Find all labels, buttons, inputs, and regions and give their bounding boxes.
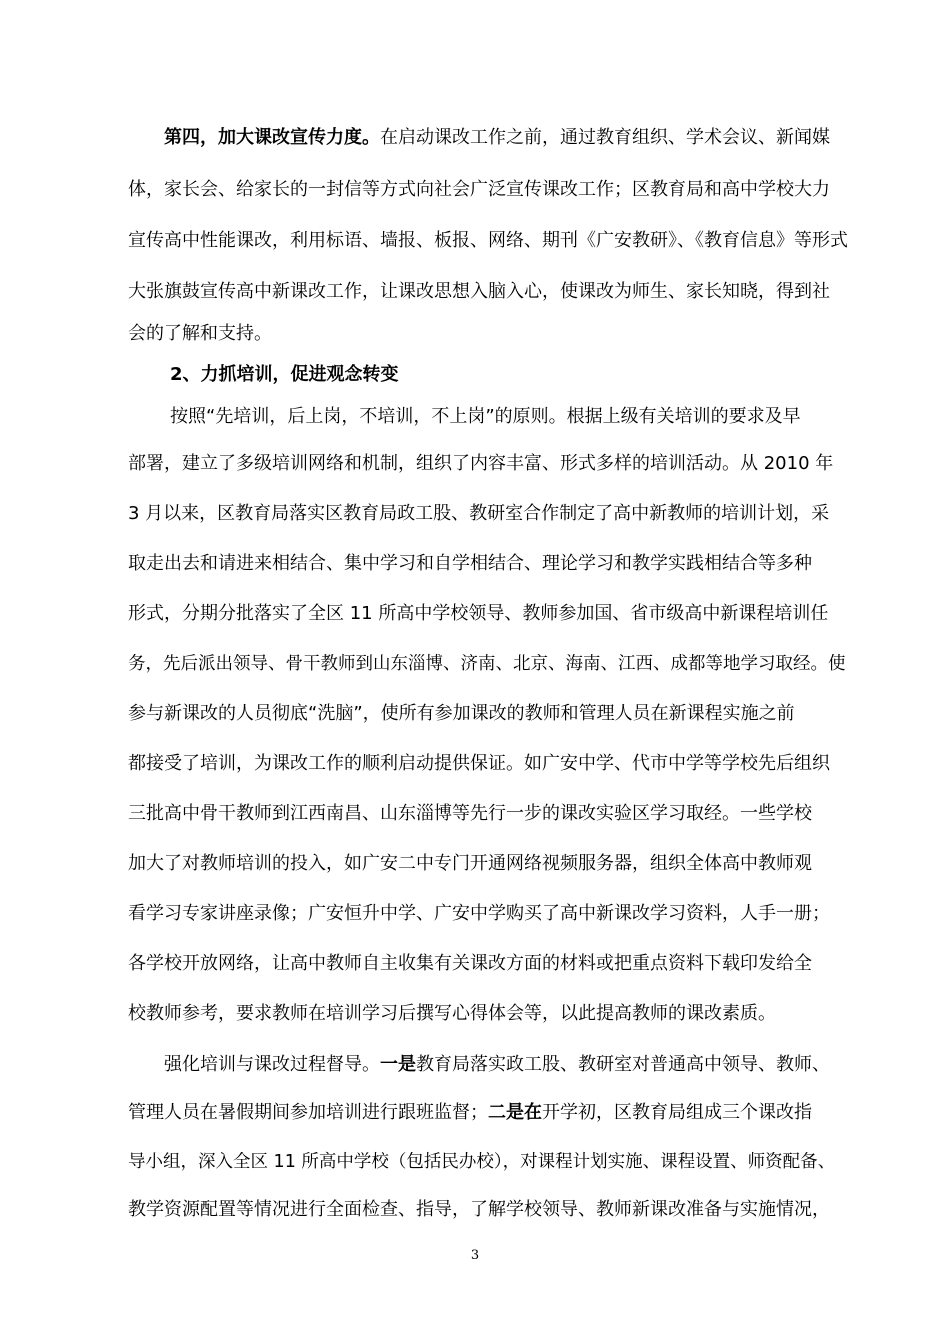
line-text: 教学资源配置等情况进行全面检查、指导，了解学校领导、教师新课改准备与实施情况， [128, 1199, 830, 1220]
line-text: 按照“先培训，后上岗，不培训，不上岗”的原则。根据上级有关培训的要求及早 [170, 406, 801, 427]
paragraph-3-line-3 [128, 1150, 852, 1176]
line-text: 大张旗鼓宣传高中新课改工作，让课改思想入脑入心，使课改为师生、家长知晓，得到社 [128, 281, 830, 302]
line-text: 务，先后派出领导、骨干教师到山东淄博、济南、北京、海南、江西、成都等地学习取经。使 [128, 654, 846, 674]
line-text: 校教师参考，要求教师在培训学习后撰写心得体会等，以此提高教师的课改素质。 [128, 1003, 776, 1024]
page-number: 3 [470, 1248, 480, 1263]
paragraph-2-line-2 [128, 452, 852, 478]
section-heading [170, 363, 770, 389]
paragraph-2-line-4 [128, 552, 852, 578]
paragraph-1-line-4 [128, 280, 852, 306]
paragraph-2-line-10 [128, 852, 852, 878]
line-text: 在启动课改工作之前，通过教育组织、学术会议、新闻媒 [380, 127, 830, 148]
line-text: 看学习专家讲座录像；广安恒升中学、广安中学购买了高中新课改学习资料，人手一册； [128, 903, 830, 924]
line-text: 3 月以来，区教育局落实区教育局政工股、教研室合作制定了高中新教师的培训计划，采 [128, 503, 830, 524]
paragraph-2-line-12 [128, 952, 852, 978]
line-text: 三批高中骨干教师到江西南昌、山东淄博等先行一步的课改实验区学习取经。一些学校 [128, 803, 812, 824]
paragraph-1-line-1 [164, 126, 852, 152]
line-text: 导小组，深入全区 11 所高中学校（包括民办校），对课程计划实施、课程设置、师资配备、 [128, 1152, 836, 1172]
line-text: 宣传高中性能课改，利用标语、墙报、板报、网络、期刊《广安教研》、《教育信息》等形式 [128, 230, 848, 251]
line-text: 管理人员在暑假期间参加培训进行跟班监督； [128, 1102, 488, 1123]
paragraph-3-line-1 [164, 1053, 852, 1079]
paragraph-2-line-7 [128, 702, 852, 728]
line-text: 体，家长会、给家长的一封信等方式向社会广泛宣传课改工作；区教育局和高中学校大力 [128, 179, 830, 200]
heading-text: 2、力抓培训，促进观念转变 [170, 364, 399, 385]
line-text: 加大了对教师培训的投入，如广安二中专门开通网络视频服务器，组织全体高中教师观 [128, 853, 812, 874]
paragraph-3-line-2 [128, 1101, 852, 1127]
paragraph-2-line-1 [170, 405, 852, 431]
line-text: 都接受了培训，为课改工作的顺利启动提供保证。如广安中学、代市中学等学校先后组织 [128, 753, 830, 774]
paragraph-2-line-9 [128, 802, 852, 828]
line-text: 会的了解和支持。 [128, 323, 272, 344]
line-text: 取走出去和请进来相结合、集中学习和自学相结合、理论学习和教学实践相结合等多种 [128, 553, 812, 574]
line-text: 部署，建立了多级培训网络和机制，组织了内容丰富、形式多样的培训活动。从 2010 年 [128, 453, 834, 474]
paragraph-2-line-6 [128, 652, 852, 678]
bold-marker-text: 一是 [380, 1054, 416, 1075]
line-text: 形式，分期分批落实了全区 11 所高中学校领导、教师参加国、省市级高中新课程培训任 [128, 603, 829, 624]
line-text: 参与新课改的人员彻底“洗脑”，使所有参加课改的教师和管理人员在新课程实施之前 [128, 703, 795, 724]
bold-marker-text: 二是在 [488, 1102, 542, 1123]
paragraph-1-line-2 [128, 178, 852, 204]
bold-lead-text: 第四，加大课改宣传力度。 [164, 127, 380, 148]
paragraph-2-line-8 [128, 752, 852, 778]
paragraph-2-line-13 [128, 1002, 852, 1028]
paragraph-2-line-5 [128, 602, 852, 628]
paragraph-1-line-5 [128, 322, 852, 348]
line-text: 各学校开放网络，让高中教师自主收集有关课改方面的材料或把重点资料下载印发给全 [128, 953, 812, 974]
paragraph-2-line-11 [128, 902, 852, 928]
paragraph-3-line-4 [128, 1198, 852, 1224]
paragraph-1-line-3 [128, 229, 852, 255]
line-text: 开学初，区教育局组成三个课改指 [542, 1102, 812, 1123]
paragraph-2-line-3 [128, 502, 852, 528]
line-text: 教育局落实政工股、教研室对普通高中领导、教师、 [416, 1054, 830, 1075]
line-text: 强化培训与课改过程督导。 [164, 1054, 380, 1075]
